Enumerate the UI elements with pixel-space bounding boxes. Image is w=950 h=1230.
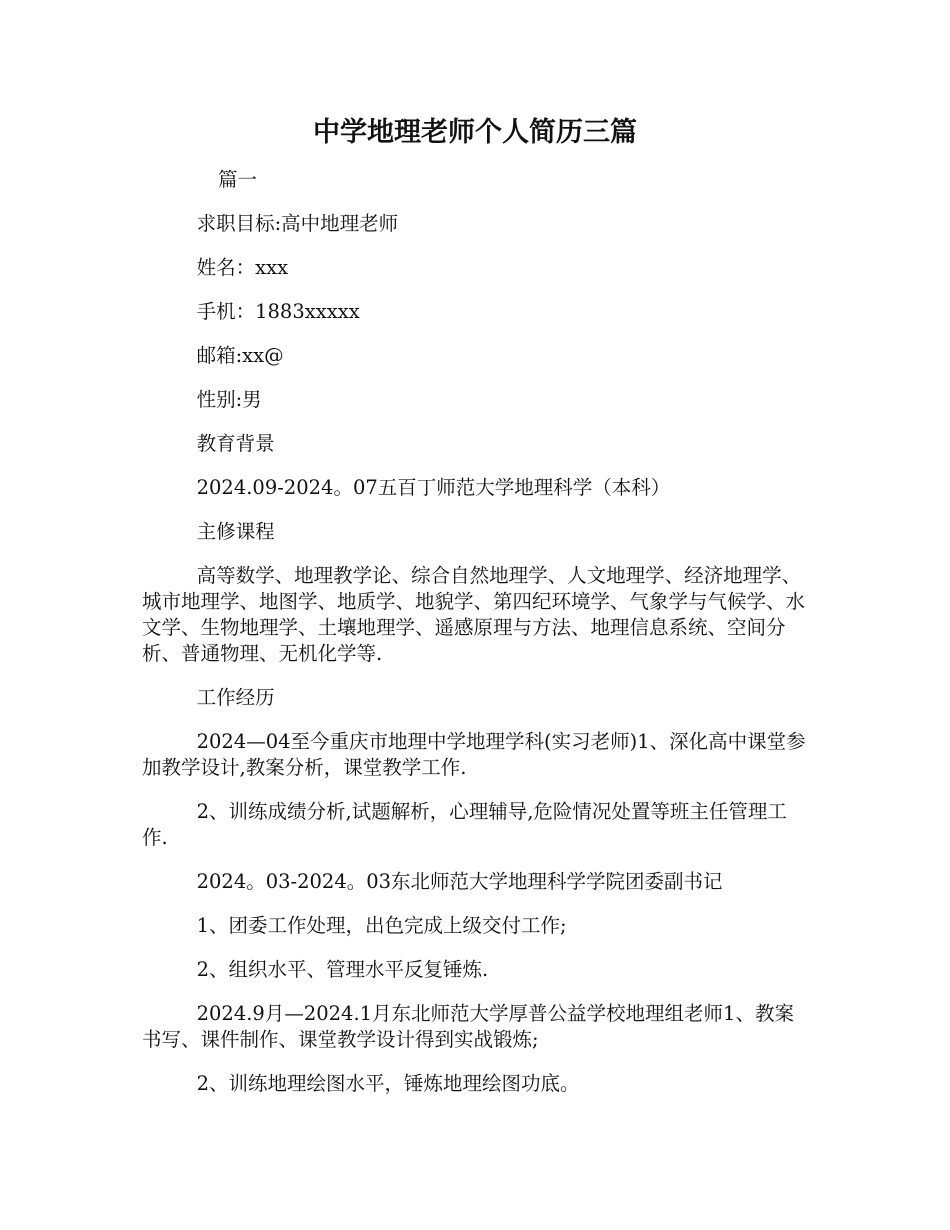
phone-line: 手机：1883xxxxx <box>196 300 360 323</box>
work-entry-1-item-2: 2、训练成绩分析,试题解析，心理辅导,危险情况处置等班主任管理工作. <box>142 800 787 849</box>
work-entry-3: 2024.9月—2024.1月东北师范大学厚普公益学校地理组老师1、教案书写、课件制作、课堂教学设计得到实战锻炼; <box>142 1002 794 1051</box>
work-entry-1: 2024—04至今重庆市地理中学地理学科(实习老师)1、深化高中课堂参加教学设计,教案分析，课堂教学工作. <box>142 730 806 779</box>
work-entry-3-item-2: 2、训练地理绘图水平，锤炼地理绘图功底。 <box>196 1072 580 1095</box>
courses-paragraph: 高等数学、地理教学论、综合自然地理学、人文地理学、经济地理学、城市地理学、地图学、地质学、地貌学、第四纪环境学、气象学与气候学、水文学、生物地理学、土壤地理学、遥感原理与方法、地理信息系统、空间分析、普通物理、无机化学等. <box>142 564 806 665</box>
name-line: 姓名：xxx <box>196 256 289 279</box>
document-title: 中学地理老师个人简历三篇 <box>313 117 637 148</box>
work-entry-2-item-2: 2、组织水平、管理水平反复锤炼. <box>196 958 489 981</box>
gender-line: 性别:男 <box>196 388 262 411</box>
education-heading: 教育背景 <box>196 432 275 455</box>
email-line: 邮箱:xx@ <box>196 344 284 367</box>
work-heading: 工作经历 <box>196 686 275 709</box>
work-entry-2: 2024。03-2024。03东北师范大学地理科学学院团委副书记 <box>196 870 723 893</box>
work-entry-2-item-1: 1、团委工作处理，出色完成上级交付工作; <box>196 914 567 937</box>
section-heading: 篇一 <box>218 168 258 191</box>
courses-heading: 主修课程 <box>196 520 275 543</box>
document-body <box>142 167 810 1115</box>
job-objective: 求职目标:高中地理老师 <box>196 212 399 235</box>
education-entry: 2024.09-2024。07五百丁师范大学地理科学（本科） <box>196 476 671 499</box>
